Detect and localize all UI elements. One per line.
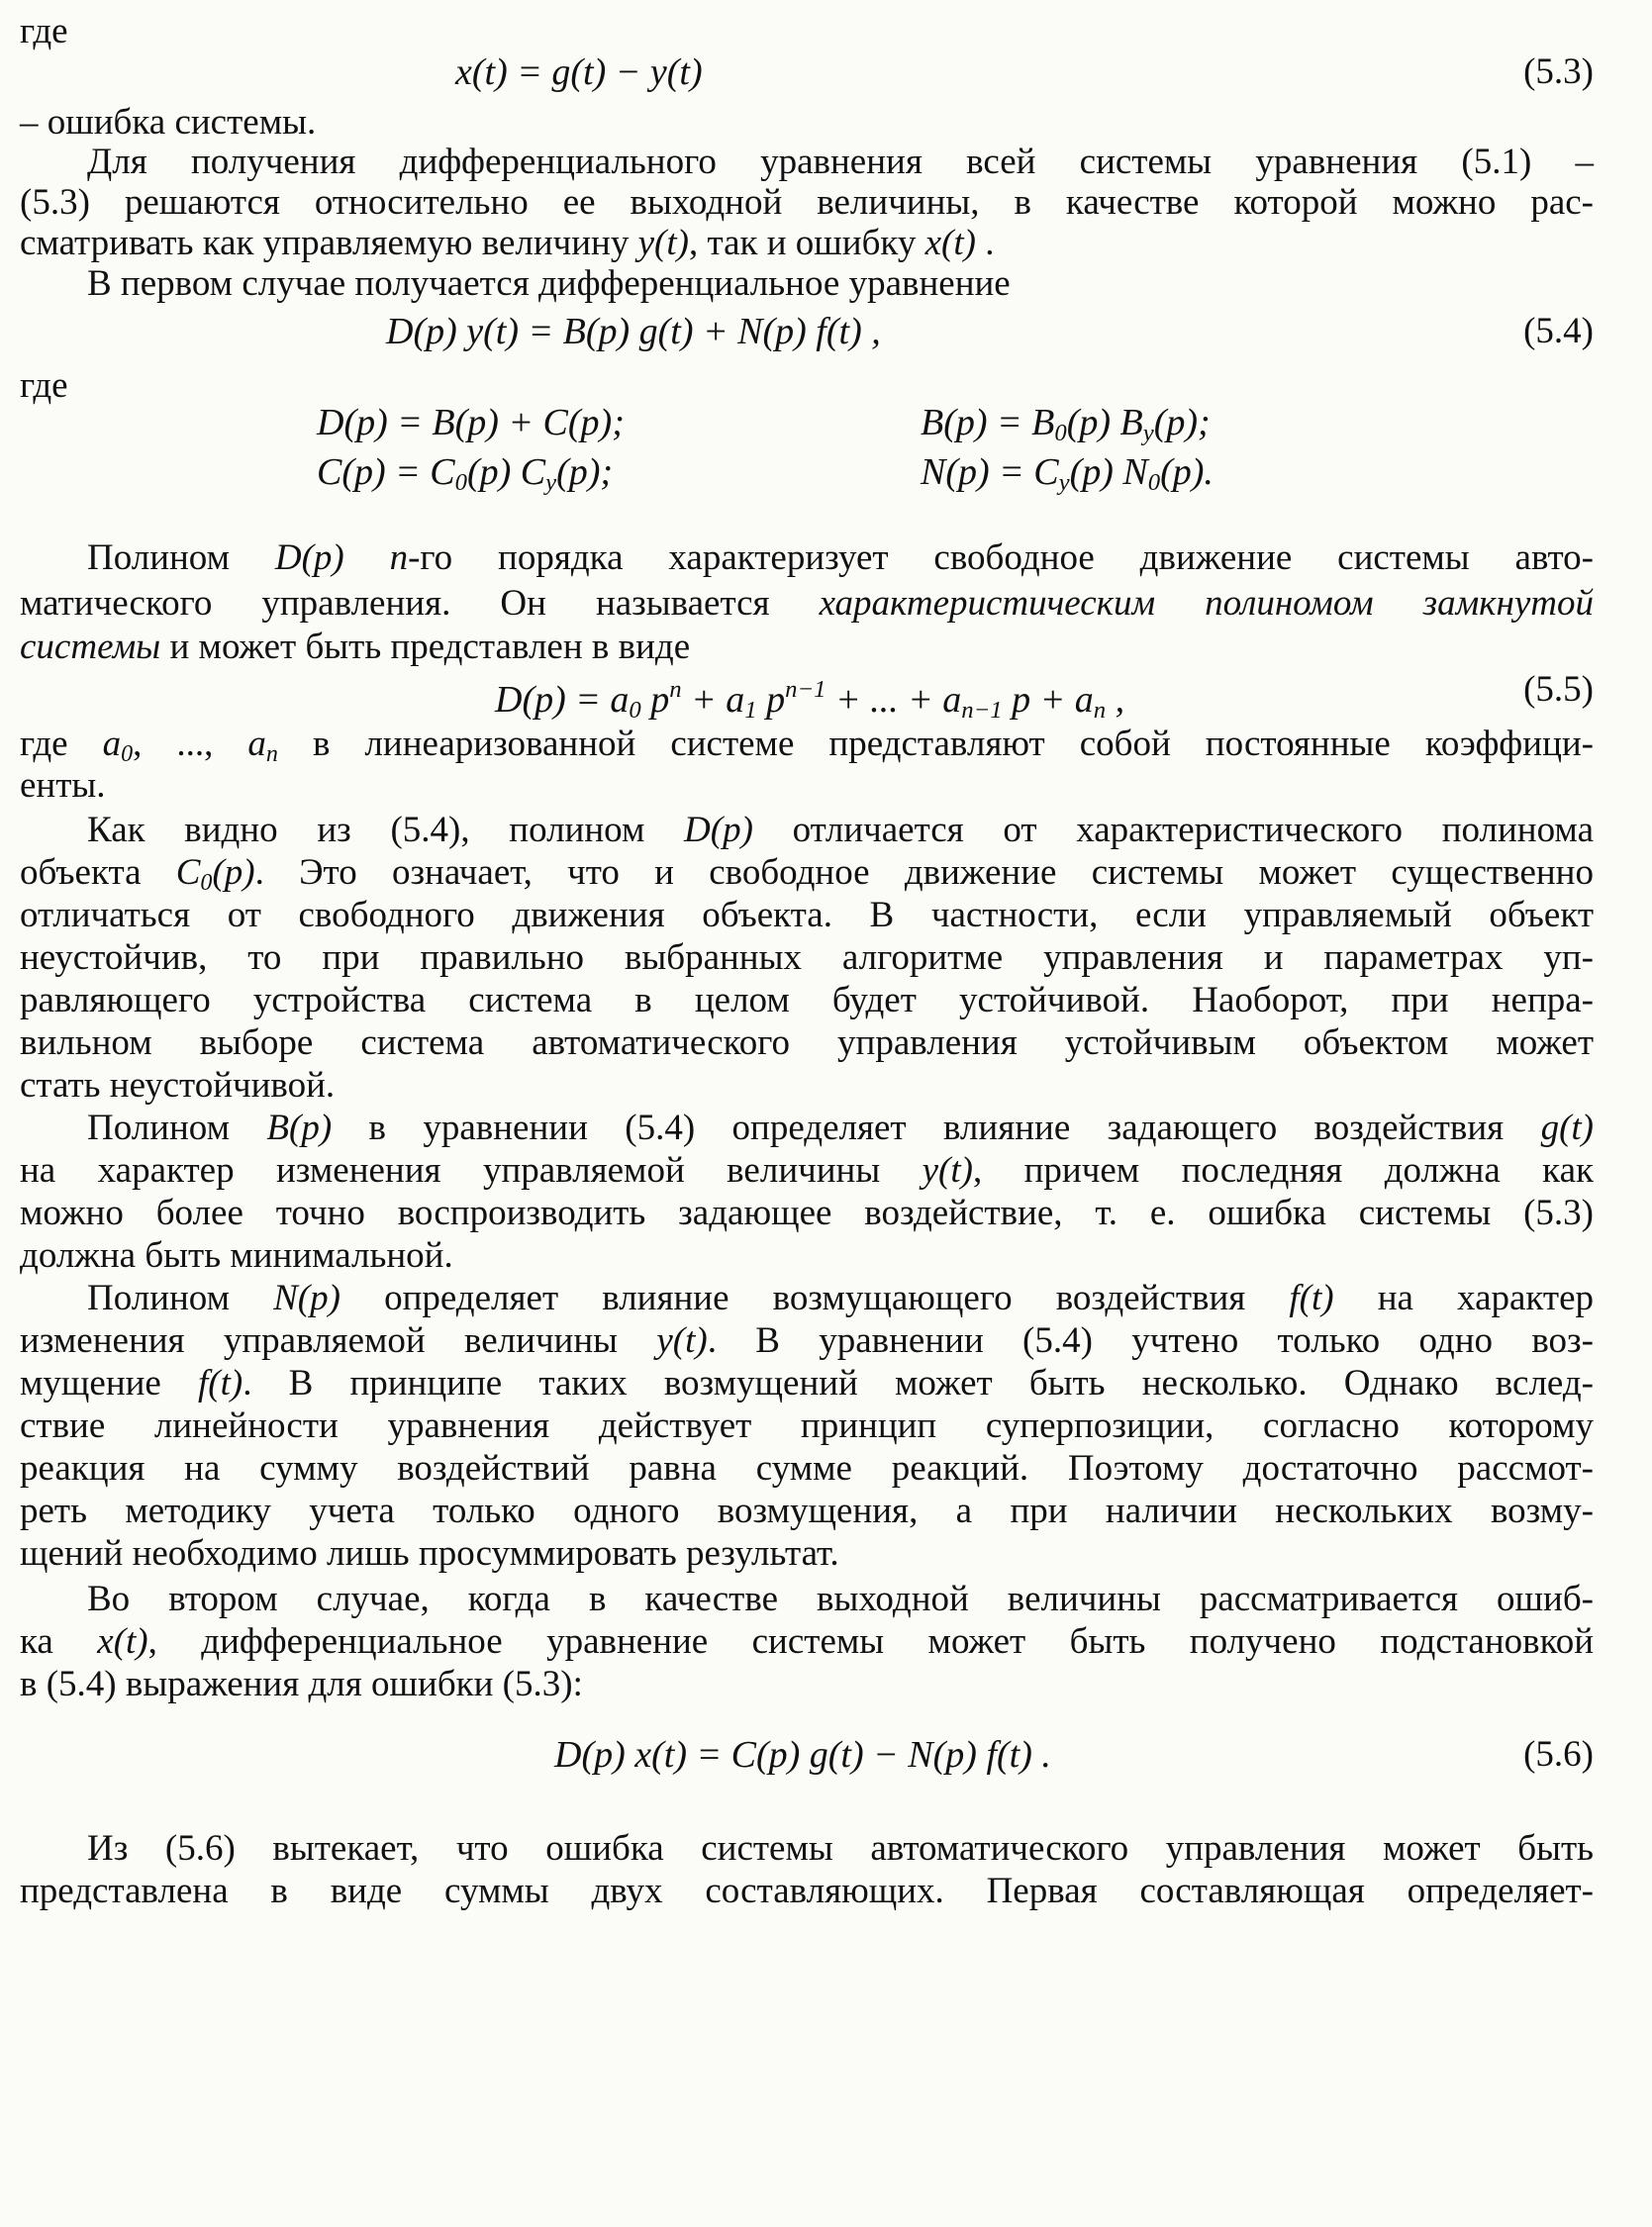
equation-5-5: $D(p) = a_0$ $p^n + a_1$ $p^{n-1}$ + ... + $a_{n-1}$ $p + a_n$ , (495, 676, 1125, 724)
text-line: Полином B(p) в уравнении (5.4) определяет влияние задающего воздействия g(t) (87, 1108, 1594, 1148)
text-line: неустойчив, то при правильно выбранных алгоритме управления и параметрах уп- (20, 937, 1594, 978)
text-line: на характер изменения управляемой величины y(t), причем последняя должна как (20, 1150, 1594, 1191)
definition-n: $N(p) = C_y(p)$ $N_0(p)$. (921, 451, 1214, 497)
equation-number: (5.6) (1523, 1734, 1594, 1775)
text-line: енты. (20, 765, 106, 806)
text-line: реть методику учета только одного возмущения, а при наличии нескольких возму- (20, 1491, 1594, 1531)
text-line: ствие линейности уравнения действует принцип суперпозиции, согласно которому (20, 1405, 1594, 1446)
equation-number: (5.4) (1523, 311, 1594, 351)
definition-c: $C(p) = C_0(p)$ $C_y(p)$; (317, 451, 614, 497)
text-line: системы и может быть представлен в виде (20, 627, 691, 667)
equation-5-3: x(t) = g(t) − y(t) (455, 51, 703, 93)
text-line: объекта $C_0(p)$. Это означает, что и свободное движение системы может существенно (20, 852, 1594, 896)
text-line: (5.3) решаются относительно ее выходной величины, в качестве которой можно рас- (20, 182, 1594, 223)
text-line: где $a_0$, ..., $a_n$ в линеаризованной системе представляют собой постоянные коэффици- (20, 724, 1594, 767)
text-line: мущение f(t). В принципе таких возмущений может быть несколько. Однако вслед- (20, 1363, 1594, 1404)
equation-number: (5.3) (1523, 51, 1594, 92)
definition-b: $B(p) = B_0(p)$ $B_y(p)$; (921, 402, 1211, 447)
text-line: Полином N(p) определяет влияние возмущающего воздействия f(t) на характер (87, 1278, 1594, 1318)
text-line: матического управления. Он называется характеристическим полиномом замкнутой (20, 583, 1594, 624)
text-line: вильном выборе система автоматического управления устойчивым объектом может (20, 1022, 1594, 1063)
document-page (20, 0, 1594, 2227)
text-line: равляющего устройства система в целом будет устойчивой. Наоборот, при непра- (20, 980, 1594, 1020)
text-line: где (20, 11, 68, 51)
text-line: должна быть минимальной. (20, 1235, 453, 1276)
text-line: стать неустойчивой. (20, 1065, 336, 1106)
text-line: отличаться от свободного движения объекта. В частности, если управляемый объект (20, 895, 1594, 935)
text-line: щений необходимо лишь просуммировать результат. (20, 1533, 839, 1574)
text-line: Как видно из (5.4), полином D(p) отличается от характеристического полинома (87, 810, 1594, 850)
text-line: представлена в виде суммы двух составляющих. Первая составляющая определяет- (20, 1871, 1594, 1911)
text-line: ка x(t), дифференциальное уравнение системы может быть получено подстановкой (20, 1621, 1594, 1662)
equation-5-6: D(p) x(t) = C(p) g(t) − N(p) f(t) . (554, 1734, 1051, 1776)
text-line: где (20, 365, 68, 406)
text-line: В первом случае получается дифференциальное уравнение (87, 263, 1011, 304)
definition-d: D(p) = B(p) + C(p); (317, 402, 625, 443)
text-line: Для получения дифференциального уравнения всей системы уравнения (5.1) – (87, 142, 1594, 182)
text-line: можно более точно воспроизводить задающее воздействие, т. е. ошибка системы (5.3) (20, 1193, 1594, 1233)
text-line: сматривать как управляемую величину y(t), так и ошибку x(t) . (20, 223, 995, 263)
text-line: – ошибка системы. (20, 102, 317, 143)
equation-5-4: D(p) y(t) = B(p) g(t) + N(p) f(t) , (386, 311, 881, 352)
text-line: Во втором случае, когда в качестве выходной величины рассматривается ошиб- (87, 1579, 1594, 1619)
text-line: изменения управляемой величины y(t). В уравнении (5.4) учтено только одно воз- (20, 1320, 1594, 1361)
text-line: Полином D(p) n-го порядка характеризует свободное движение системы авто- (87, 537, 1594, 578)
text-line: реакция на сумму воздействий равна сумме реакций. Поэтому достаточно рассмот- (20, 1448, 1594, 1489)
text-line: Из (5.6) вытекает, что ошибка системы автоматического управления может быть (87, 1828, 1594, 1869)
text-line: в (5.4) выражения для ошибки (5.3): (20, 1664, 583, 1704)
equation-number: (5.5) (1523, 669, 1594, 710)
